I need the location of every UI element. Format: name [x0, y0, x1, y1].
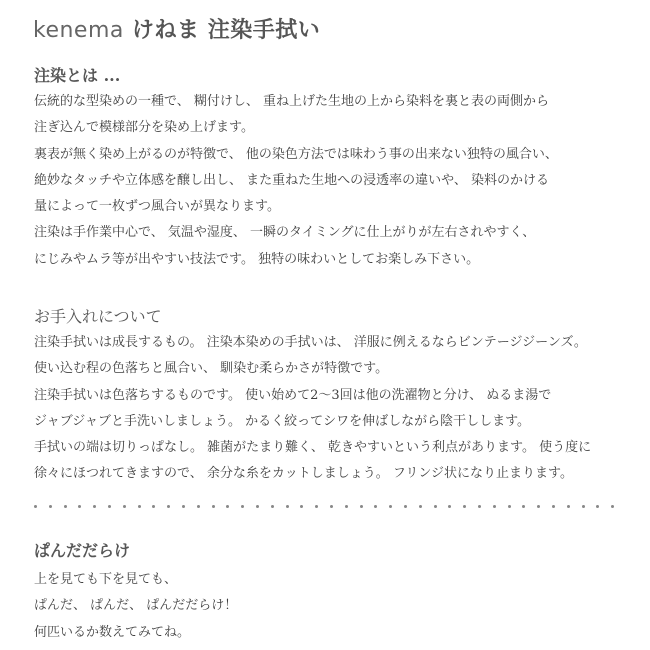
- divider-dot: [152, 505, 155, 508]
- divider-dot: [552, 505, 555, 508]
- divider-dot: [256, 505, 259, 508]
- text-line: 注ぎ込んで模様部分を染め上げます。: [34, 120, 254, 136]
- text-line: 量によって一枚ずつ風合いが異なります。: [34, 199, 280, 215]
- text-line: 使い込む程の色落ちと風合い、 馴染む柔らかさが特徴です。: [34, 361, 389, 377]
- divider-dot: [448, 505, 451, 508]
- divider-dot: [434, 505, 437, 508]
- text-line: 裏表が無く染め上がるのが特徴で、 他の染色方法では味わう事の出来ない独特の風合い、: [34, 146, 558, 162]
- divider-dot: [167, 505, 170, 508]
- divider-dot: [478, 505, 481, 508]
- divider-dot: [508, 505, 511, 508]
- brand-name: kenema: [33, 18, 124, 43]
- divider-dot: [138, 505, 141, 508]
- dotted-divider: [34, 500, 614, 512]
- title-japanese: けねま 注染手拭い: [123, 18, 321, 43]
- divider-dot: [596, 505, 599, 508]
- text-line: ぱんだ、 ぱんだ、 ぱんだだらけ！: [34, 598, 238, 614]
- divider-dot: [330, 505, 333, 508]
- text-line: 手拭いの端は切りっぱなし。 雑菌がたまり難く、 乾きやすいという利点があります。 使う度に: [34, 440, 592, 456]
- text-line: 注染は手作業中心で、 気温や湿度、 一瞬のタイミングに仕上がりが左右されやすく、: [34, 225, 536, 241]
- divider-dot: [286, 505, 289, 508]
- divider-dot: [271, 505, 274, 508]
- text-line: 絶妙なタッチや立体感を醸し出し、 また重ねた生地への浸透率の違いや、 染料のかける: [34, 172, 550, 188]
- page-title: [33, 13, 320, 44]
- text-line: 何匹いるか数えてみてね。: [34, 624, 191, 640]
- divider-dot: [300, 505, 303, 508]
- divider-dot: [123, 505, 126, 508]
- text-line: 伝統的な型染めの一種で、 糊付けし、 重ね上げた生地の上から染料を裏と表の両側から: [34, 94, 550, 109]
- divider-dot: [78, 505, 81, 508]
- divider-dot: [49, 505, 52, 508]
- divider-dot: [522, 505, 525, 508]
- divider-dot: [315, 505, 318, 508]
- section-body-chusen: [34, 89, 634, 273]
- section-body-panda: [34, 567, 634, 646]
- section-heading-chusen: 注染とは ...: [34, 66, 121, 85]
- section-heading-panda: ぱんだだらけ: [34, 541, 131, 560]
- section-heading-care: お手入れについて: [34, 307, 162, 326]
- divider-dot: [419, 505, 422, 508]
- divider-dot: [64, 505, 67, 508]
- divider-dot: [345, 505, 348, 508]
- divider-dot: [93, 505, 96, 508]
- divider-dot: [611, 505, 614, 508]
- divider-dot: [226, 505, 229, 508]
- divider-dot: [582, 505, 585, 508]
- divider-dot: [463, 505, 466, 508]
- divider-dot: [493, 505, 496, 508]
- text-line: 注染手拭いは色落ちするものです。 使い始めて2～3回は他の洗濯物と分け、 ぬるま湯で: [34, 387, 552, 403]
- text-line: 徐々にほつれてきますので、 余分な糸をカットしましょう。 フリンジ状になり止まります。: [34, 466, 573, 482]
- divider-dot: [567, 505, 570, 508]
- divider-dot: [212, 505, 215, 508]
- divider-dot: [389, 505, 392, 508]
- divider-dot: [241, 505, 244, 508]
- divider-dot: [404, 505, 407, 508]
- text-line: にじみやムラ等が出やすい技法です。 独特の味わいとしてお楽しみ下さい。: [34, 251, 480, 267]
- divider-dot: [182, 505, 185, 508]
- divider-dot: [108, 505, 111, 508]
- divider-dot: [197, 505, 200, 508]
- divider-dot: [34, 505, 37, 508]
- text-line: 注染手拭いは成長するもの。 注染本染めの手拭いは、 洋服に例えるならビンテージジーンズ。: [34, 335, 587, 350]
- section-body-care: [34, 330, 634, 488]
- divider-dot: [360, 505, 363, 508]
- text-line: 上を見ても下を見ても、: [34, 572, 178, 587]
- divider-dot: [374, 505, 377, 508]
- divider-dot: [537, 505, 540, 508]
- text-line: ジャブジャブと手洗いしましょう。 かるく絞ってシワを伸ばしながら陰干しします。: [34, 413, 531, 429]
